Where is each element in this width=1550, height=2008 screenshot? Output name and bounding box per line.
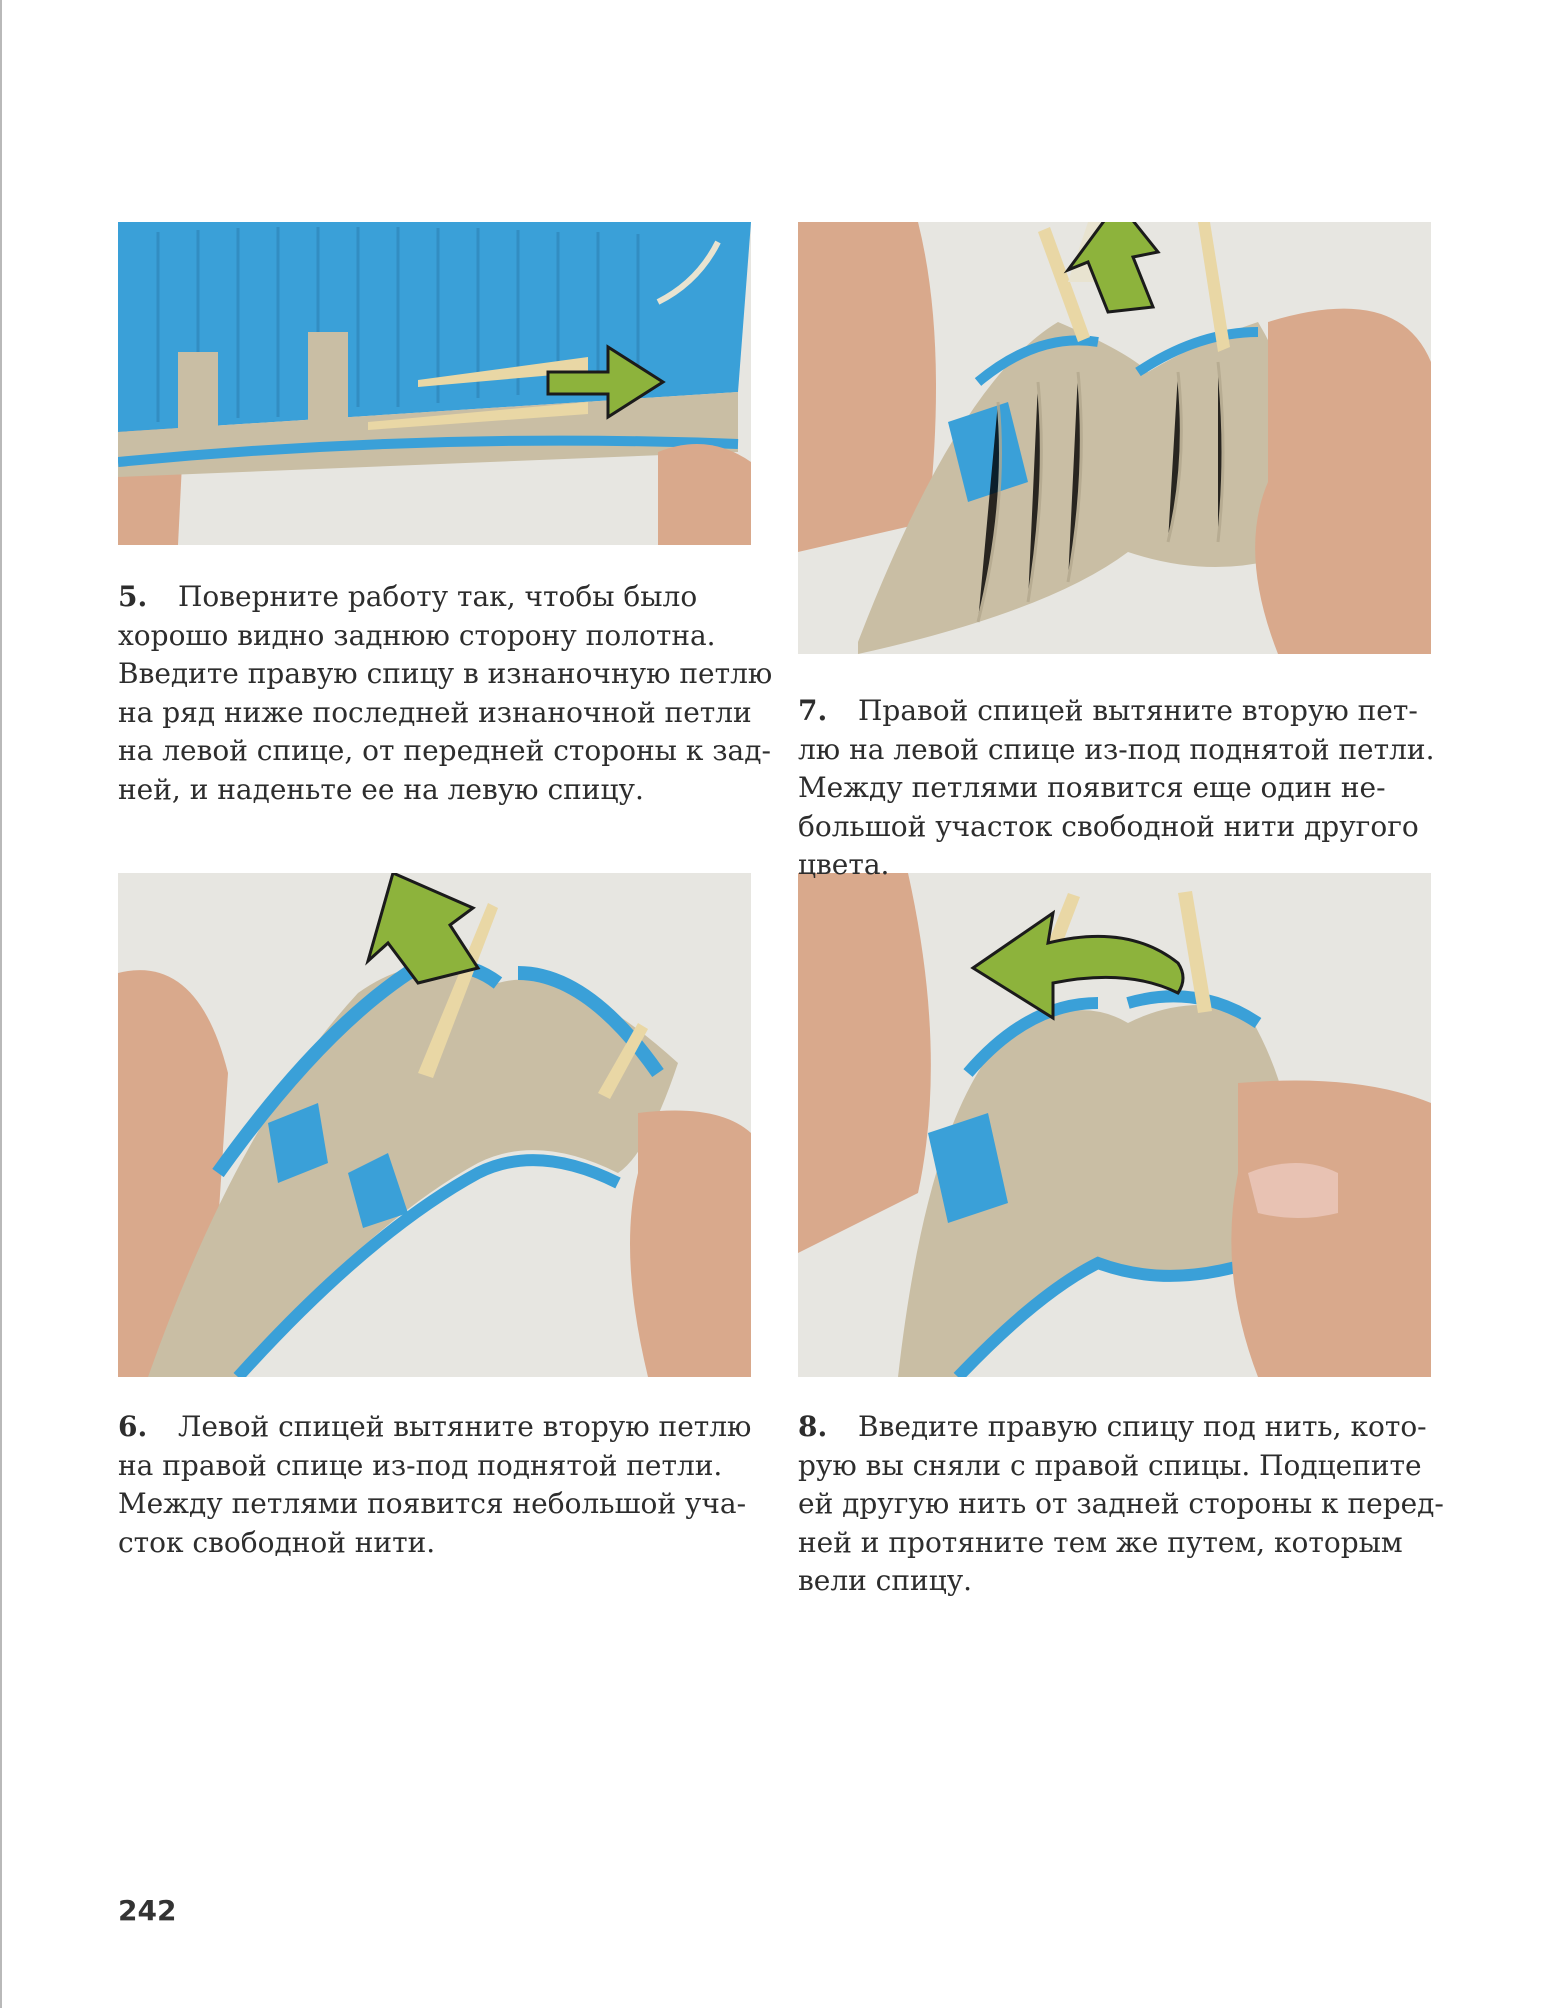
step-number: 7.	[798, 694, 828, 727]
step-text-line: на левой спице, от передней стороны к зад-	[118, 734, 771, 767]
step-number: 6.	[118, 1410, 148, 1443]
step-7-caption	[798, 692, 1434, 885]
step-text-line: рую вы сняли с правой спицы. Подцепите	[798, 1448, 1422, 1482]
step-text-line: Введите правую спицу под нить, кото-	[858, 1410, 1427, 1443]
step-text-line: лю на левой спице из-под поднятой петли.	[798, 732, 1435, 766]
step-5-photo	[118, 222, 751, 545]
step-5-caption	[118, 578, 772, 809]
step-8-photo	[798, 873, 1431, 1377]
step-text-line: Левой спицей вытяните вторую петлю	[178, 1410, 752, 1443]
step-7-photo	[798, 222, 1431, 654]
step-text-line: на правой спице из-под поднятой петли.	[118, 1448, 723, 1482]
step-8-caption	[798, 1408, 1444, 1601]
step-number: 5.	[118, 580, 148, 613]
step-text-line: сток свободной нити.	[118, 1525, 436, 1559]
step-text-line: Между петлями появится еще один не-	[798, 771, 1386, 804]
step-text-line: ней и протяните тем же путем, которым	[798, 1525, 1403, 1559]
step-text-line: Правой спицей вытяните вторую пет-	[858, 694, 1418, 727]
step-text-line: ней, и наденьте ее на левую спицу.	[118, 772, 644, 806]
step-text-line: большой участок свободной нити другого	[798, 809, 1419, 843]
page-edge-line	[0, 0, 2, 2008]
step-6-caption	[118, 1408, 751, 1562]
step-text-line: Между петлями появится небольшой уча-	[118, 1487, 747, 1520]
step-number: 8.	[798, 1410, 828, 1443]
step-text-line: Поверните работу так, чтобы было	[178, 580, 698, 613]
step-text-line: ей другую нить от задней стороны к перед-	[798, 1487, 1444, 1520]
step-text-line: на ряд ниже последней изнаночной петли	[118, 695, 752, 729]
page-number: 242	[118, 1894, 177, 1927]
step-6-photo	[118, 873, 751, 1377]
step-text-line: цвета.	[798, 848, 890, 881]
step-text-line: вели спицу.	[798, 1564, 973, 1597]
step-text-line: хорошо видно заднюю сторону полотна.	[118, 618, 716, 652]
step-text-line: Введите правую спицу в изнаночную петлю	[118, 657, 773, 690]
